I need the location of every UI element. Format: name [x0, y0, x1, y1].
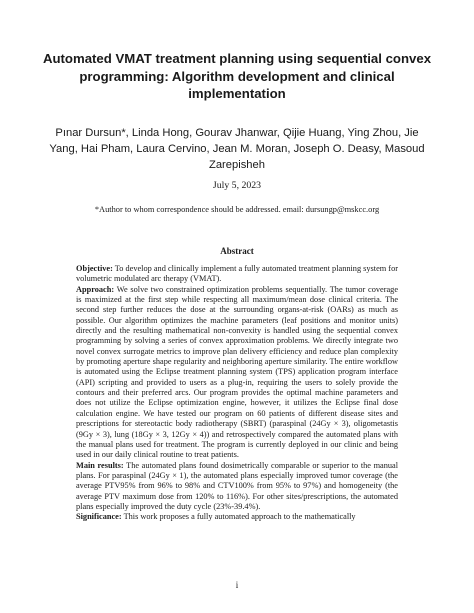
abstract-body	[76, 264, 398, 523]
significance-text: This work proposes a fully automated approach to the mathematically	[121, 512, 356, 522]
abstract-objective	[76, 264, 398, 285]
objective-text: To develop and clinically implement a fully automated treatment planning system for volumetric modulated arc therapy (VMAT).	[76, 264, 398, 284]
author-list: Pınar Dursun*, Linda Hong, Gourav Jhanwar, Qijie Huang, Ying Zhou, Jie Yang, Hai Pham, Laura Cervino, Jean M. Moran, Joseph O. Deasy, Masoud Zarepisheh	[49, 127, 425, 171]
publication-date: July 5, 2023	[212, 180, 262, 191]
page-number: i	[235, 580, 239, 590]
results-label: Main results:	[76, 460, 124, 470]
abstract-approach	[76, 285, 398, 461]
approach-label: Approach:	[76, 284, 115, 294]
abstract-heading: Abstract	[220, 246, 254, 256]
paper-title: Automated VMAT treatment planning using sequential convex programming: Algorithm development and clinical implementation	[42, 51, 432, 101]
objective-label: Objective:	[76, 264, 113, 273]
abstract-significance	[76, 512, 398, 522]
correspondence-note: *Author to whom correspondence should be addressed. email: dursungp@mskcc.org	[94, 205, 380, 214]
significance-label: Significance:	[76, 512, 122, 522]
abstract-results	[76, 461, 398, 513]
approach-text: We solve two constrained optimization problems sequentially. The tumor coverage is maximized at the first step while respecting all maximum/mean dose clinical criteria. The second step further reduces the dose at the surrounding organs-at-risk (OARs) as much as possible. Our algorithm optimizes the machine parameters (leaf positions and monitor units) directly and the resulting mathematical non-convexity is handled using the sequential convex programming by solving a series of convex approximation problems. We directly integrate two novel convex surrogate metrics to improve plan delivery efficiency and reduce plan complexity by promoting aperture shape regularity and neighboring aperture similarity. The entire workflow is automated using the Eclipse treatment planning system (TPS) application program interface (API) scripting and provided to users as a plug-in, requiring the users to solely provide the contours and their preferred arcs. Our program provides the optimal machine parameters and does not utilize the Eclipse optimization engine, however, it utilizes the Eclipse final dose calculation engine. We have tested our program on 60 patients of different disease sites and prescriptions for stereotactic body radiotherapy (SBRT) (paraspinal (24Gy × 3), oligometastis (9Gy × 3), lung (18Gy × 3, 12Gy × 4)) and retrospectively compared the automated plans with the manual plans used for treatment. The program is currently deployed in our clinic and being used in our daily clinical routine to treat patients.	[76, 284, 398, 460]
results-text: The automated plans found dosimetrically comparable or superior to the manual plans. For paraspinal (24Gy × 1), the automated plans especially improved tumor coverage (the average PTV95% from 96% to 98% and CTV100% from 95% to 97%) and homogeneity (the average PTV maximum dose from 120% to 116%). For other sites/prescriptions, the automated plans especially improved the duty cycle (23%-39.4%).	[76, 460, 399, 511]
